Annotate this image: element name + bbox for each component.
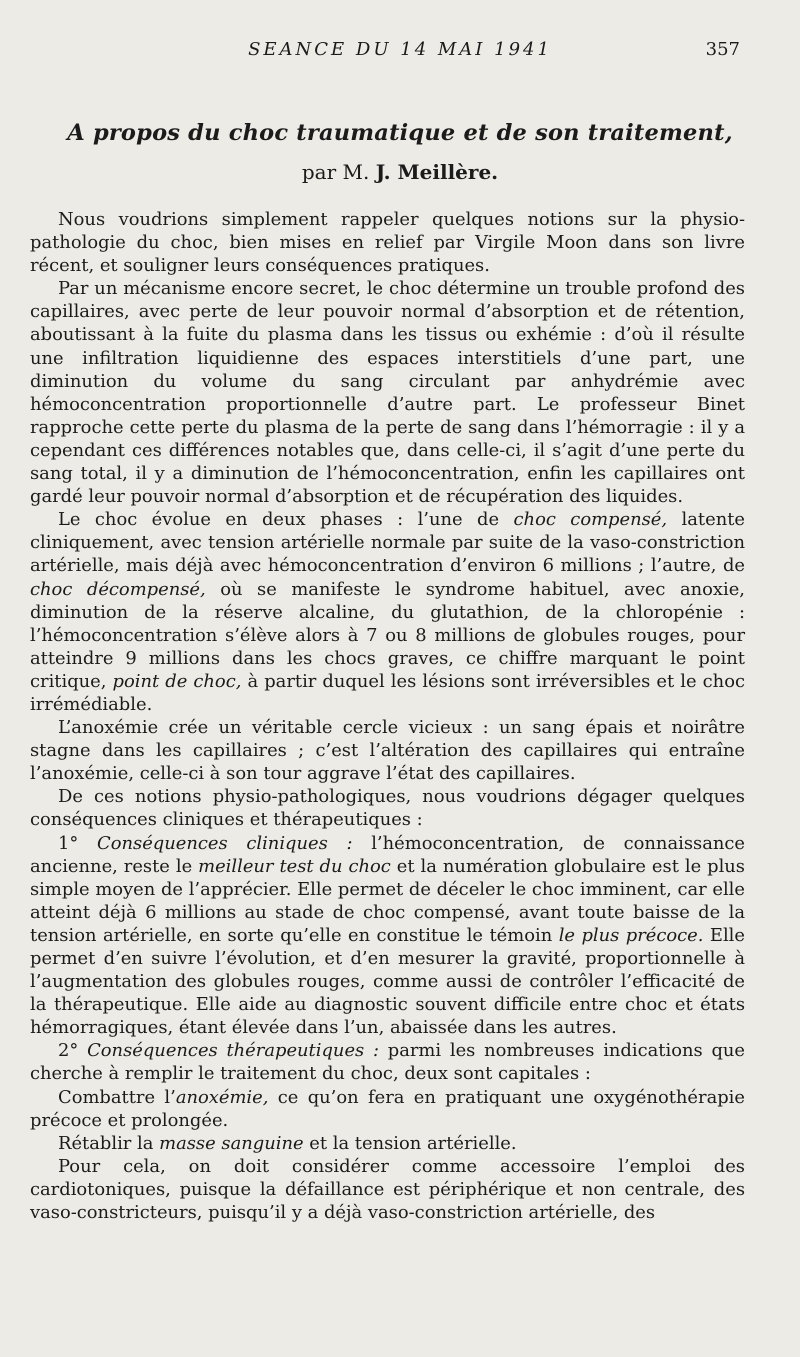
text-run: Combattre l’ [58,1086,176,1108]
italic-phrase: point de choc, [112,670,242,692]
body-paragraph [30,1132,745,1155]
text-run: Nous voudrions simplement rappeler quelques notions sur la physio-pathologie du choc, bien mises en relief par Virgile Moon dans son livre récent, et souligner leurs conséquences pratiques. [30,209,745,277]
body-paragraph [30,1086,745,1132]
text-run: où se manifeste le syndrome habituel, avec anoxie, diminution de la réserve alcaline, du glutathion, de la chloropénie : l’hémoconcentration s’élève alors à 7 ou 8 millions de globules rouges, pour atteindre 9 millions dans les chocs graves, ce chiffre marquant le point critique, [30,578,745,692]
italic-phrase: le plus précoce. [558,924,704,946]
byline [30,160,770,184]
running-title: SEANCE DU 14 MAI 1941 [248,39,552,60]
body-paragraph [30,1155,745,1224]
italic-phrase: choc décompensé, [30,578,206,600]
text-run: Elle permet d’en suivre l’évolution, et d’en mesurer la gravité, proportionnelle à l’augmentation des globules rouges, comme aussi de contrôler l’efficacité de la thérapeutique. Elle aide au diagnostic souvent difficile entre choc et états hémorragiques, étant élevée dans l’un, abaissée dans les autres. [30,924,745,1039]
running-head [60,37,740,63]
text-run: 1° [58,832,98,854]
text-run: Rétablir la [58,1132,160,1154]
body-paragraph [30,785,745,831]
body-paragraph [30,1039,745,1085]
italic-phrase: Conséquences thérapeutiques : [87,1040,379,1062]
italic-phrase: choc compensé, [513,509,668,531]
italic-phrase: Conséquences cliniques : [97,832,353,854]
body-paragraph [30,277,745,508]
text-run: parmi les nombreuses indications que cherche à remplir le traitement du choc, deux sont capitales : [30,1040,746,1085]
byline-prefix: par M. [301,160,370,184]
text-run: L’anoxémie crée un véritable cercle vicieux : un sang épais et noirâtre stagne dans les capillaires ; c’est l’altération des capillaires qui entraîne l’anoxémie, celle-ci à son tour aggrave l’état des capillaires. [30,717,745,785]
text-run: 2° [58,1040,88,1062]
text-run: l’hémoconcentration, de connaissance ancienne, reste le [30,832,746,877]
author-name: J. Meillère. [375,160,499,184]
text-run: et la tension artérielle. [303,1132,517,1154]
body-paragraph [30,716,745,785]
text-run: latente cliniquement, avec tension artérielle normale par suite de la vaso-constriction artérielle, mais déjà avec hémoconcentration d’environ 6 millions ; l’autre, de [30,509,745,577]
body-paragraph [30,508,745,716]
italic-phrase: meilleur test du choc [198,855,391,877]
article-title: A propos du choc traumatique et de son traitement, [67,120,733,146]
body-paragraph [30,832,745,1040]
text-run: Par un mécanisme encore secret, le choc détermine un trouble profond des capillaires, avec perte de leur pouvoir normal d’absorption et de rétention, aboutissant à la fuite du plasma dans les tissus ou exhémie : d’où il résulte une infiltration liquidienne des espaces interstitiels d’une part, une diminution du volume du sang circulant par anhydrémie avec hémoconcentration proportionnelle d’autre part. Le professeur Binet rapproche cette perte du plasma de la perte de sang dans l’hémorragie : il y a cependant ces différences notables que, dans celle-ci, il s’agit d’une perte du sang total, il y a diminution de l’hémoconcentration, enfin les capillaires ont gardé leur pouvoir normal d’absorption et de récupération des liquides. [30,278,745,508]
page-number: 357 [705,39,740,60]
body-paragraph [30,208,745,277]
text-run: ce qu’on fera en pratiquant une oxygénothérapie précoce et prolongée. [30,1086,745,1131]
article-body [30,208,745,1224]
text-run: De ces notions physio-pathologiques, nous voudrions dégager quelques conséquences cliniques et thérapeutiques : [30,786,745,831]
italic-phrase: masse sanguine [159,1132,304,1154]
text-run: à partir duquel les lésions sont irréversibles et le choc irrémédiable. [30,670,745,715]
italic-phrase: anoxémie, [175,1086,269,1108]
text-run: et la numération globulaire est le plus simple moyen de l’apprécier. Elle permet de déceler le choc imminent, car elle atteint déjà 6 millions au stade de choc compensé, avant toute baisse de la tension artérielle, en sorte qu’elle en constitue le témoin [30,855,745,946]
text-run: Pour cela, on doit considérer comme accessoire l’emploi des cardiotoniques, puisque la défaillance est périphérique et non centrale, des vaso-constricteurs, puisqu’il y a déjà vaso-constriction artérielle, des [30,1155,745,1224]
text-run: Le choc évolue en deux phases : l’une de [58,509,514,531]
